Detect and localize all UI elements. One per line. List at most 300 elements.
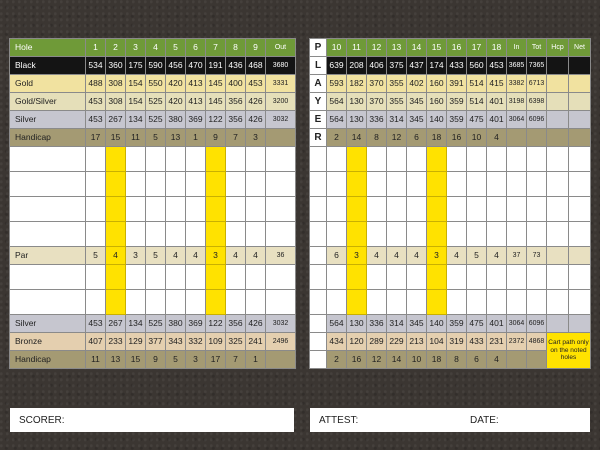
player-score-cell[interactable] (226, 197, 246, 222)
score-cell: 7365 (527, 57, 547, 75)
score-cell: 10 (407, 351, 427, 369)
player-score-cell[interactable] (547, 197, 569, 222)
player-score-cell[interactable] (166, 172, 186, 197)
player-score-cell[interactable] (427, 147, 447, 172)
score-cell: 4 (487, 247, 507, 265)
player-score-cell[interactable] (569, 222, 591, 247)
player-name-cell[interactable] (10, 197, 86, 222)
player-score-cell[interactable] (467, 265, 487, 290)
player-score-cell[interactable] (186, 197, 206, 222)
score-cell: 18 (487, 39, 507, 57)
score-cell: 453 (86, 315, 106, 333)
score-cell: 134 (126, 111, 146, 129)
score-cell: 453 (86, 93, 106, 111)
player-score-cell[interactable] (387, 222, 407, 247)
score-cell: 6096 (527, 111, 547, 129)
score-cell: 437 (407, 57, 427, 75)
player-score-cell[interactable] (166, 197, 186, 222)
score-cell: 406 (367, 57, 387, 75)
score-cell: 160 (427, 93, 447, 111)
attest-signature-field[interactable] (310, 408, 590, 432)
player-letter: R (310, 129, 327, 147)
bronze-tee-row (310, 333, 591, 351)
player-score-cell[interactable] (146, 222, 166, 247)
player-name-cell[interactable] (10, 265, 86, 290)
player-score-cell[interactable] (126, 290, 146, 315)
score-cell: 11 (126, 129, 146, 147)
score-cell: 4 (246, 247, 266, 265)
score-cell: 377 (146, 333, 166, 351)
score-cell (547, 75, 569, 93)
row-label: Silver (10, 111, 86, 129)
player-score-cell[interactable] (427, 197, 447, 222)
score-cell: 4 (407, 247, 427, 265)
player-score-cell[interactable] (547, 172, 569, 197)
score-cell: 470 (186, 57, 206, 75)
score-cell: 434 (327, 333, 347, 351)
score-cell: 8 (367, 129, 387, 147)
score-cell: Hcp (547, 39, 569, 57)
score-cell (527, 351, 547, 369)
player-score-cell[interactable] (527, 172, 547, 197)
player-score-cell[interactable] (387, 147, 407, 172)
player-score-cell[interactable] (527, 265, 547, 290)
player-name-cell[interactable] (10, 147, 86, 172)
player-score-cell[interactable] (246, 172, 266, 197)
handicap-row (10, 129, 296, 147)
score-cell (527, 129, 547, 147)
score-cell: 345 (407, 315, 427, 333)
score-cell: 36 (266, 247, 296, 265)
player-score-cell[interactable] (507, 172, 527, 197)
player-score-cell[interactable] (166, 290, 186, 315)
score-cell (507, 129, 527, 147)
score-cell: 453 (86, 111, 106, 129)
score-cell: 18 (427, 351, 447, 369)
player-score-cell[interactable] (367, 222, 387, 247)
player-row (10, 172, 296, 197)
score-cell: 336 (367, 315, 387, 333)
score-cell: 6 (186, 39, 206, 57)
player-score-cell[interactable] (226, 172, 246, 197)
score-cell: 191 (206, 57, 226, 75)
score-cell: 564 (327, 93, 347, 111)
player-score-cell[interactable] (407, 265, 427, 290)
player-score-cell[interactable] (367, 290, 387, 315)
score-cell: 356 (226, 93, 246, 111)
score-cell: 488 (86, 75, 106, 93)
score-cell: 4 (226, 247, 246, 265)
player-score-cell[interactable] (447, 172, 467, 197)
score-cell: 6 (467, 351, 487, 369)
player-letter: Y (310, 93, 327, 111)
player-score-cell[interactable] (427, 290, 447, 315)
score-cell: 436 (226, 57, 246, 75)
score-cell: 3 (347, 247, 367, 265)
player-column-cell (310, 247, 327, 265)
score-cell: 7 (226, 129, 246, 147)
player-score-cell[interactable] (226, 147, 246, 172)
player-score-cell[interactable] (447, 222, 467, 247)
player-score-cell[interactable] (186, 265, 206, 290)
player-score-cell[interactable] (527, 147, 547, 172)
player-score-cell[interactable] (327, 265, 347, 290)
score-cell: 525 (146, 93, 166, 111)
score-cell: 213 (407, 333, 427, 351)
player-row (310, 290, 591, 315)
player-score-cell[interactable] (387, 172, 407, 197)
row-label: Silver (10, 315, 86, 333)
score-cell: 175 (126, 57, 146, 75)
player-score-cell[interactable] (327, 147, 347, 172)
player-score-cell[interactable] (347, 147, 367, 172)
player-column-cell (310, 351, 327, 369)
score-cell: 174 (427, 57, 447, 75)
player-score-cell[interactable] (407, 197, 427, 222)
score-cell: 14 (347, 129, 367, 147)
player-score-cell[interactable] (106, 222, 126, 247)
player-score-cell[interactable] (327, 172, 347, 197)
scorer-signature-field[interactable] (10, 408, 294, 432)
score-cell: 426 (246, 93, 266, 111)
player-score-cell[interactable] (86, 172, 106, 197)
score-cell: 208 (347, 57, 367, 75)
player-row (310, 172, 591, 197)
player-score-cell[interactable] (427, 265, 447, 290)
score-cell: 10 (327, 39, 347, 57)
score-cell (547, 57, 569, 75)
player-score-cell[interactable] (347, 222, 367, 247)
score-cell: 413 (186, 93, 206, 111)
score-cell: 402 (407, 75, 427, 93)
player-score-cell[interactable] (507, 290, 527, 315)
score-cell: 2 (106, 39, 126, 57)
player-score-cell[interactable] (387, 290, 407, 315)
score-cell: 9 (206, 129, 226, 147)
score-cell: 407 (86, 333, 106, 351)
silver-tee-row (10, 111, 296, 129)
player-score-cell[interactable] (407, 147, 427, 172)
score-cell: 154 (126, 75, 146, 93)
player-score-cell[interactable] (106, 147, 126, 172)
score-cell: 122 (206, 111, 226, 129)
row-label: Handicap (10, 351, 86, 369)
player-score-cell[interactable] (447, 197, 467, 222)
player-score-cell[interactable] (487, 222, 507, 247)
score-cell: 433 (467, 333, 487, 351)
score-cell: 7 (206, 39, 226, 57)
score-cell: 415 (487, 75, 507, 93)
player-score-cell[interactable] (106, 197, 126, 222)
score-cell: 356 (226, 111, 246, 129)
player-letter: L (310, 57, 327, 75)
player-score-cell[interactable] (206, 197, 226, 222)
player-score-cell[interactable] (146, 172, 166, 197)
player-score-cell[interactable] (106, 172, 126, 197)
player-score-cell[interactable] (266, 147, 296, 172)
score-cell: 360 (106, 57, 126, 75)
player-score-cell[interactable] (347, 172, 367, 197)
player-score-cell[interactable] (86, 265, 106, 290)
player-score-cell[interactable] (487, 265, 507, 290)
player-score-cell[interactable] (347, 197, 367, 222)
score-cell: In (507, 39, 527, 57)
front-nine-scorecard (9, 38, 296, 369)
score-cell: 3680 (266, 57, 296, 75)
player-score-cell[interactable] (367, 172, 387, 197)
player-name-cell[interactable] (10, 172, 86, 197)
player-score-cell[interactable] (86, 290, 106, 315)
score-cell: 15 (427, 39, 447, 57)
player-score-cell[interactable] (569, 197, 591, 222)
player-score-cell[interactable] (467, 147, 487, 172)
player-score-cell[interactable] (327, 197, 347, 222)
player-score-cell[interactable] (266, 222, 296, 247)
score-cell: 134 (126, 315, 146, 333)
player-score-cell[interactable] (547, 222, 569, 247)
player-score-cell[interactable] (407, 290, 427, 315)
player-score-cell[interactable] (447, 147, 467, 172)
score-cell (569, 57, 591, 75)
player-score-cell[interactable] (387, 197, 407, 222)
player-score-cell[interactable] (126, 147, 146, 172)
score-cell: 6713 (527, 75, 547, 93)
score-cell: 359 (447, 93, 467, 111)
score-cell: 332 (186, 333, 206, 351)
player-score-cell[interactable] (327, 222, 347, 247)
player-score-cell[interactable] (146, 147, 166, 172)
player-score-cell[interactable] (367, 147, 387, 172)
score-cell: 2 (327, 351, 347, 369)
score-cell: 391 (447, 75, 467, 93)
player-score-cell[interactable] (427, 222, 447, 247)
player-score-cell[interactable] (206, 172, 226, 197)
score-cell: 1 (246, 351, 266, 369)
player-score-cell[interactable] (569, 147, 591, 172)
score-cell: 130 (347, 315, 367, 333)
player-score-cell[interactable] (407, 222, 427, 247)
score-cell: 267 (106, 315, 126, 333)
player-score-cell[interactable] (186, 147, 206, 172)
player-name-cell[interactable] (10, 222, 86, 247)
score-cell: 120 (347, 333, 367, 351)
player-score-cell[interactable] (547, 290, 569, 315)
score-cell: 3064 (507, 315, 527, 333)
score-cell: 325 (226, 333, 246, 351)
score-cell: 514 (467, 93, 487, 111)
score-cell: 4 (106, 247, 126, 265)
player-score-cell[interactable] (467, 172, 487, 197)
player-score-cell[interactable] (467, 290, 487, 315)
player-score-cell[interactable] (507, 265, 527, 290)
player-score-cell[interactable] (447, 290, 467, 315)
score-cell: 17 (206, 351, 226, 369)
score-cell: 525 (146, 315, 166, 333)
score-cell: 73 (527, 247, 547, 265)
score-cell: 10 (467, 129, 487, 147)
score-cell: 359 (447, 111, 467, 129)
player-score-cell[interactable] (186, 172, 206, 197)
score-cell: 380 (166, 111, 186, 129)
player-score-cell[interactable] (126, 222, 146, 247)
player-score-cell[interactable] (367, 197, 387, 222)
player-score-cell[interactable] (146, 265, 166, 290)
player-score-cell[interactable] (226, 222, 246, 247)
score-cell: 145 (206, 75, 226, 93)
player-score-cell[interactable] (246, 197, 266, 222)
player-score-cell[interactable] (226, 290, 246, 315)
player-score-cell[interactable] (347, 290, 367, 315)
score-cell: 3032 (266, 315, 296, 333)
score-cell: 369 (186, 111, 206, 129)
player-score-cell[interactable] (146, 290, 166, 315)
score-cell: 343 (166, 333, 186, 351)
player-score-cell[interactable] (246, 222, 266, 247)
silver-tee-row (310, 315, 591, 333)
score-cell: 3200 (266, 93, 296, 111)
player-score-cell[interactable] (487, 172, 507, 197)
player-score-cell[interactable] (266, 172, 296, 197)
player-score-cell[interactable] (246, 147, 266, 172)
player-score-cell[interactable] (527, 290, 547, 315)
score-cell: 433 (447, 57, 467, 75)
player-score-cell[interactable] (246, 290, 266, 315)
score-cell: 229 (387, 333, 407, 351)
header-row (310, 39, 591, 57)
score-cell: 426 (246, 315, 266, 333)
score-cell: 3 (206, 247, 226, 265)
player-score-cell[interactable] (547, 265, 569, 290)
score-cell: 11 (347, 39, 367, 57)
player-score-cell[interactable] (126, 197, 146, 222)
score-cell: 37 (507, 247, 527, 265)
score-cell: 2496 (266, 333, 296, 351)
player-score-cell[interactable] (507, 197, 527, 222)
score-cell: 560 (467, 57, 487, 75)
score-cell: 7 (226, 351, 246, 369)
player-score-cell[interactable] (186, 290, 206, 315)
score-cell (547, 315, 569, 333)
score-cell: 8 (447, 351, 467, 369)
player-score-cell[interactable] (106, 265, 126, 290)
player-score-cell[interactable] (487, 147, 507, 172)
player-score-cell[interactable] (487, 197, 507, 222)
player-score-cell[interactable] (467, 222, 487, 247)
player-score-cell[interactable] (569, 265, 591, 290)
player-column-cell (310, 147, 327, 172)
player-row (10, 197, 296, 222)
scorer-label: SCORER: (19, 414, 65, 426)
player-score-cell[interactable] (206, 147, 226, 172)
score-cell: 9 (146, 351, 166, 369)
player-name-cell[interactable] (10, 290, 86, 315)
player-score-cell[interactable] (226, 265, 246, 290)
score-cell: 3 (126, 39, 146, 57)
player-letter: P (310, 39, 327, 57)
player-score-cell[interactable] (206, 265, 226, 290)
player-score-cell[interactable] (106, 290, 126, 315)
player-score-cell[interactable] (126, 265, 146, 290)
player-score-cell[interactable] (527, 222, 547, 247)
player-score-cell[interactable] (569, 290, 591, 315)
player-score-cell[interactable] (266, 197, 296, 222)
player-score-cell[interactable] (507, 147, 527, 172)
player-score-cell[interactable] (327, 290, 347, 315)
player-score-cell[interactable] (387, 265, 407, 290)
score-cell: 14 (407, 39, 427, 57)
score-cell: 182 (347, 75, 367, 93)
score-cell: 355 (387, 93, 407, 111)
score-cell: 453 (246, 75, 266, 93)
score-cell: 6096 (527, 315, 547, 333)
player-score-cell[interactable] (266, 265, 296, 290)
score-cell: 8 (226, 39, 246, 57)
score-cell: 3382 (507, 75, 527, 93)
player-score-cell[interactable] (427, 172, 447, 197)
score-cell: 314 (387, 315, 407, 333)
player-letter: A (310, 75, 327, 93)
player-score-cell[interactable] (86, 222, 106, 247)
score-cell: 401 (487, 315, 507, 333)
player-score-cell[interactable] (527, 197, 547, 222)
player-score-cell[interactable] (166, 265, 186, 290)
score-cell: 370 (367, 75, 387, 93)
player-score-cell[interactable] (367, 265, 387, 290)
player-score-cell[interactable] (467, 197, 487, 222)
score-cell: 154 (126, 93, 146, 111)
player-score-cell[interactable] (166, 147, 186, 172)
score-cell: 1 (86, 39, 106, 57)
player-score-cell[interactable] (206, 290, 226, 315)
player-score-cell[interactable] (146, 197, 166, 222)
score-cell: 241 (246, 333, 266, 351)
player-row (310, 147, 591, 172)
score-cell: 9 (246, 39, 266, 57)
player-score-cell[interactable] (447, 265, 467, 290)
score-cell: 468 (246, 57, 266, 75)
score-cell: 426 (246, 111, 266, 129)
player-score-cell[interactable] (206, 222, 226, 247)
player-score-cell[interactable] (126, 172, 146, 197)
player-score-cell[interactable] (266, 290, 296, 315)
score-cell: 12 (367, 351, 387, 369)
player-score-cell[interactable] (569, 172, 591, 197)
row-label: Gold/Silver (10, 93, 86, 111)
score-cell: 550 (146, 75, 166, 93)
score-cell (547, 111, 569, 129)
player-score-cell[interactable] (487, 290, 507, 315)
score-cell: Out (266, 39, 296, 57)
player-score-cell[interactable] (507, 222, 527, 247)
score-cell: 15 (126, 351, 146, 369)
player-score-cell[interactable] (407, 172, 427, 197)
header-row (10, 39, 296, 57)
score-cell: 5 (467, 247, 487, 265)
player-score-cell[interactable] (347, 265, 367, 290)
player-score-cell[interactable] (246, 265, 266, 290)
score-cell (569, 111, 591, 129)
row-label: Bronze (10, 333, 86, 351)
player-score-cell[interactable] (547, 147, 569, 172)
player-letter: E (310, 111, 327, 129)
score-cell: 6 (407, 129, 427, 147)
handicap-row (10, 351, 296, 369)
player-score-cell[interactable] (186, 222, 206, 247)
player-score-cell[interactable] (86, 197, 106, 222)
player-score-cell[interactable] (166, 222, 186, 247)
player-score-cell[interactable] (86, 147, 106, 172)
score-cell: 130 (347, 93, 367, 111)
